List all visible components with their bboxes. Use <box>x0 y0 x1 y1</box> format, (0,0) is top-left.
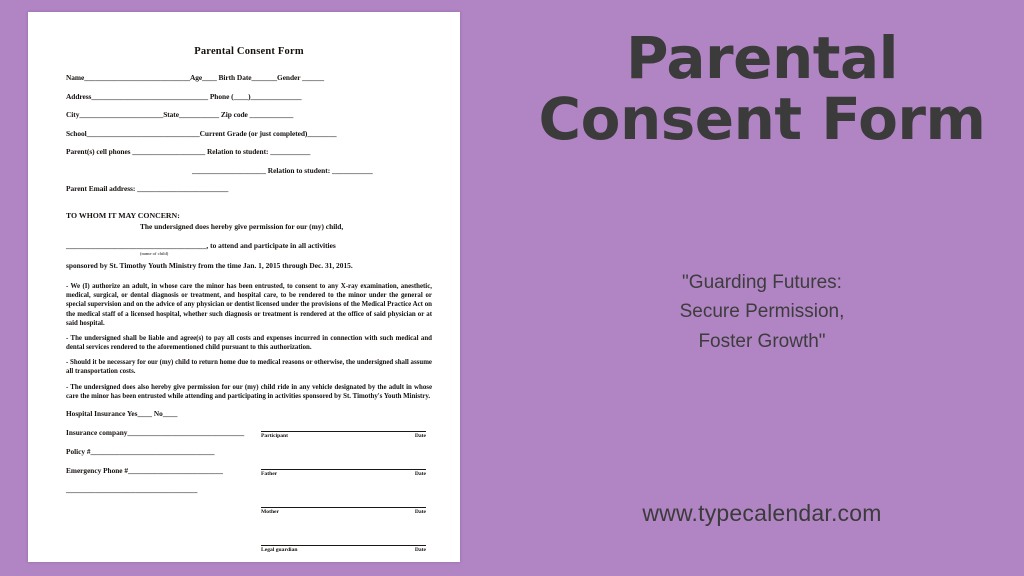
field-city-row: City_______________________State___________ Zip code ____________ <box>66 110 294 119</box>
tagline-line-3: Foster Growth" <box>698 330 826 352</box>
signature-row-legal-guardian[interactable] <box>261 533 426 553</box>
document-title: Parental Consent Form <box>194 46 304 57</box>
signature-rule <box>261 533 426 546</box>
child-name-caption: (name of child) <box>140 251 169 256</box>
insurance-company-row: Insurance company________________________________ <box>66 427 245 437</box>
sponsor-line: sponsored by St. Timothy Youth Ministry from the time Jan. 1, 2015 through Dec. 31, 2015. <box>66 261 353 270</box>
document-footer-area <box>66 408 432 553</box>
signature-date-label: Date <box>414 470 426 477</box>
signature-rule <box>261 495 426 508</box>
field-parent-cell-row-2: ____________________ Relation to student: ___________ <box>192 165 373 175</box>
signature-role-label: Mother <box>261 508 280 515</box>
child-name-line: ______________________________________, to attend and participate in all activities <box>66 241 336 250</box>
field-address-row: Address________________________________ Phone (____)______________ <box>66 91 302 101</box>
field-school-row: School_______________________________Current Grade (or just completed)________ <box>66 128 337 138</box>
field-parent-email-row: Parent Email address: _________________________ <box>66 184 229 193</box>
consent-paragraph-2: - The undersigned shall be liable and agree(s) to pay all costs and expenses incurred in connection with such medical and dental services rendered to the aforementioned child pursuant to this authorization. <box>66 334 432 352</box>
document-preview[interactable] <box>28 12 460 562</box>
website-url[interactable]: www.typecalendar.com <box>642 500 882 526</box>
tagline <box>500 268 1024 356</box>
page-title <box>500 24 1024 153</box>
tagline-line-2: Secure Permission, <box>679 301 845 323</box>
extra-blank-row: ____________________________________ <box>66 484 198 494</box>
headline-line-2: Consent Form <box>538 84 986 153</box>
signature-rule <box>261 419 426 432</box>
policy-number-row: Policy #__________________________________ <box>66 446 215 456</box>
signature-date-label: Date <box>414 508 426 515</box>
consent-paragraph-4: - The undersigned does also hereby give permission for our (my) child ride in any vehicle designated by the adult in whose care the minor has been entrusted while attending and participating in activities sponsored by St. Timothy's Youth Ministry. <box>66 383 432 400</box>
emergency-phone-row: Emergency Phone #__________________________ <box>66 465 223 475</box>
document-content <box>66 46 432 553</box>
consent-paragraphs <box>66 282 432 401</box>
signature-rule <box>261 457 426 470</box>
signature-block <box>261 419 426 562</box>
hospital-insurance-row: Hospital Insurance Yes____ No____ <box>66 408 178 418</box>
signature-role-label: Legal guardian <box>261 546 298 553</box>
signature-role-label: Participant <box>261 432 289 439</box>
field-parent-cell-row: Parent(s) cell phones ____________________ Relation to student: ___________ <box>66 147 311 156</box>
consent-paragraph-1: - We (I) authorize an adult, in whose care the minor has been entrusted, to consent to any X-ray examination, anesthetic, medical, surgical, or dental diagnosis or treatment, and hospital care, to be rendered to the minor under the general or special supervision and on the advice of any physician or dentist licensed under the provisions of the Medical Practice Act on the medical staff of a licensed hospital, whether such diagnosis or treatment is rendered at the office of said physician or at said hospital. <box>66 283 432 327</box>
signature-row-participant[interactable] <box>261 419 426 439</box>
signature-row-mother[interactable] <box>261 495 426 515</box>
consent-paragraph-3: - Should it be necessary for our (my) child to return home due to medical reasons or otherwise, the undersigned shall assume all transportation costs. <box>66 359 432 376</box>
field-name-row: Name_____________________________Age____ Birth Date_______Gender ______ <box>66 73 325 82</box>
headline-line-1: Parental <box>625 24 899 92</box>
tagline-line-1: "Guarding Futures: <box>682 272 842 293</box>
signature-row-father[interactable] <box>261 457 426 477</box>
signature-date-label: Date <box>414 546 426 553</box>
undersigned-text: The undersigned does hereby give permission for our (my) child, <box>140 222 344 231</box>
promo-panel <box>500 0 1024 576</box>
insurance-block <box>66 408 245 504</box>
to-whom-heading: TO WHOM IT MAY CONCERN: <box>66 211 180 220</box>
signature-role-label: Father <box>261 470 278 477</box>
signature-date-label: Date <box>414 432 426 439</box>
